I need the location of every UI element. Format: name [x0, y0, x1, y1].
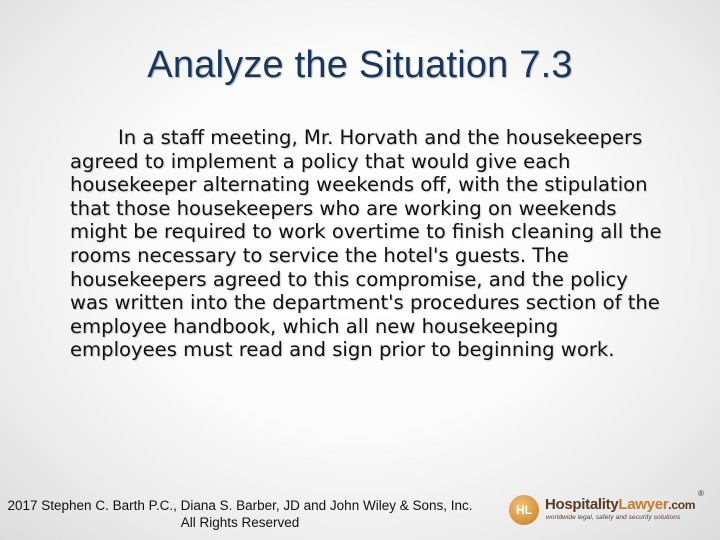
registered-mark: ® — [698, 489, 704, 498]
slide-title: Analyze the Situation 7.3 — [147, 44, 573, 86]
slide-body-paragraph: In a staff meeting, Mr. Horvath and the housekeepers agreed to implement a policy that would give each housekeeper alternating weekends off, with the stipulation that those housekeepers who are working on weekends might be required to work overtime to finish cleaning all the rooms necessary to service the hotel's guests. The housekeepers agreed to this compromise, and the policy was written into the department's procedures section of the employee handbook, which all new housekeeping employees must read and sign prior to beginning work. — [70, 126, 662, 362]
logo-badge-icon: HL — [509, 495, 539, 525]
logo-tagline: worldwide legal, safety and security solutions — [546, 514, 681, 521]
logo-word-part-2: Lawyer — [618, 496, 669, 513]
copyright-footer — [0, 497, 490, 531]
logo-wordmark — [545, 496, 695, 513]
copyright-line-1: 2017 Stephen C. Barth P.C., Diana S. Barber, JD and John Wiley & Sons, Inc. — [7, 498, 473, 513]
logo-word-part-3: .com — [668, 498, 696, 512]
hospitalitylawyer-logo — [505, 489, 705, 532]
logo-word-part-1: Hospitality — [545, 496, 619, 513]
copyright-line-2: All Rights Reserved — [180, 515, 300, 530]
